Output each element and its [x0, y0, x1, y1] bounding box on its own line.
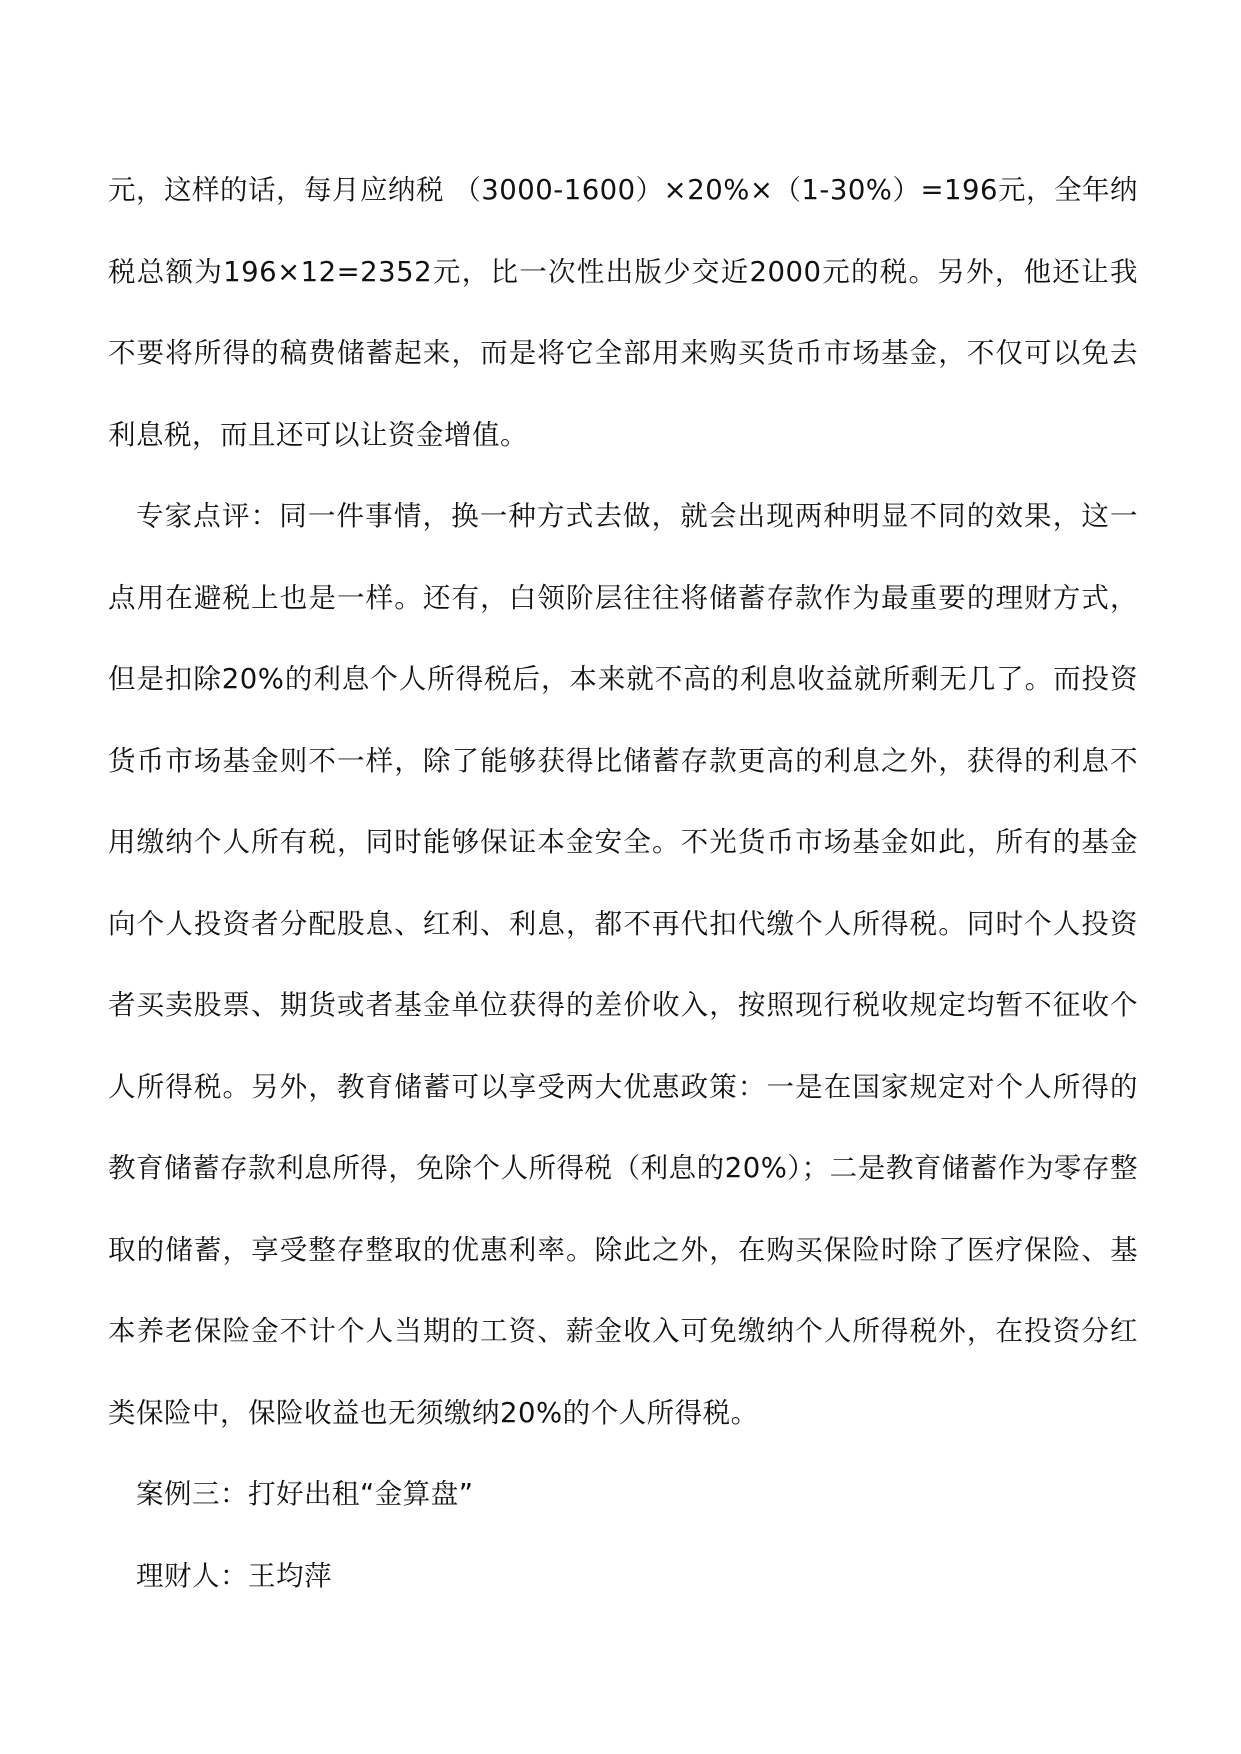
case-person: 理财人：王均萍 — [136, 1559, 332, 1592]
case-heading: 案例三：打好出租“金算盘” — [136, 1478, 474, 1510]
paragraph-continuation: 元，这样的话，每月应纳税 （3000-1600）×20%×（1-30%）=196元，全年纳税总额为196×12=2352元，比一次性出版少交近2000元的税。另外，他还让我不要将所得的稿费储蓄起来，而是将它全部用来购买货币市场基金，不仅可以免去利息税，而且还可以让资金增值。 — [108, 174, 1138, 451]
document-page — [108, 150, 1138, 1617]
paragraph-expert-comment: 专家点评：同一件事情，换一种方式去做，就会出现两种明显不同的效果，这一点用在避税上也是一样。还有，白领阶层往往将储蓄存款作为最重要的理财方式，但是扣除20%的利息个人所得税后，本来就不高的利息收益就所剩无几了。而投资货币市场基金则不一样，除了能够获得比储蓄存款更高的利息之外，获得的利息不用缴纳个人所有税，同时能够保证本金安全。不光货币市场基金如此，所有的基金向个人投资者分配股息、红利、利息，都不再代扣代缴个人所得税。同时个人投资者买卖股票、期货或者基金单位获得的差价收入，按照现行税收规定均暂不征收个人所得税。另外，教育储蓄可以享受两大优惠政策：一是在国家规定对个人所得的教育储蓄存款利息所得，免除个人所得税（利息的20%）；二是教育储蓄作为零存整取的储蓄，享受整存整取的优惠利率。除此之外，在购买保险时除了医疗保险、基本养老保险金不计个人当期的工资、薪金收入可免缴纳个人所得税外，在投资分红类保险中，保险收益也无须缴纳20%的个人所得税。 — [108, 500, 1138, 1429]
